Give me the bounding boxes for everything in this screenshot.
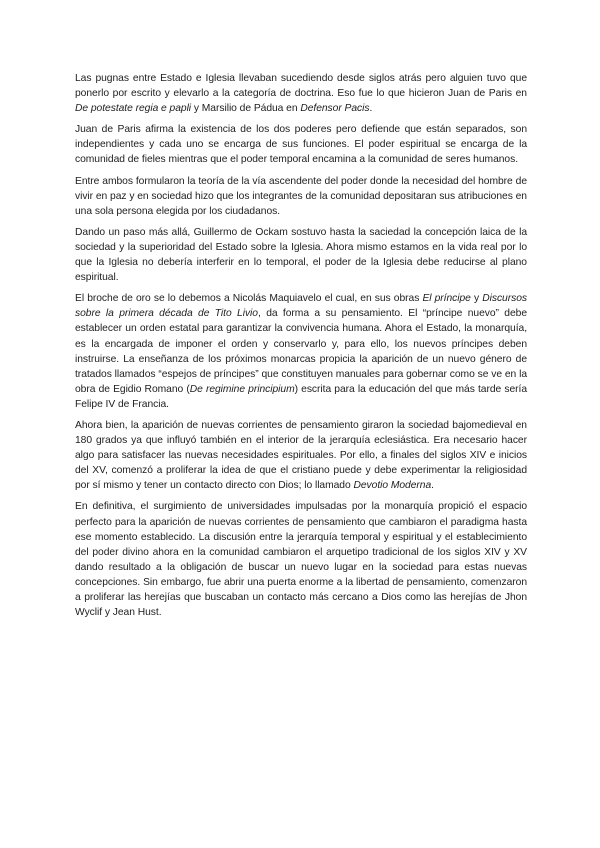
italic-title-text: Discursos sobre la primera década de Tito Livio (75, 293, 527, 320)
italic-title-text: Defensor Pacis (300, 103, 370, 115)
paragraph-text: Juan de Paris afirma la existencia de los dos poderes pero defiende que están separados, son independientes y cada uno se encarga de sus funciones. El poder espiritual se encarga de la comunidad de fieles mientras que el poder temporal encamina a la comunidad de seres humanos. (75, 124, 527, 166)
paragraph-text: . (431, 480, 434, 492)
paragraph-3 (75, 174, 527, 219)
paragraph-text: Entre ambos formularon la teoría de la vía ascendente del poder donde la necesidad del hombre de vivir en paz y en sociedad hizo que los integrantes de la comunidad depositaran sus atribuciones en una sola persona elegida por los ciudadanos. (75, 175, 527, 217)
italic-title-text: De regimine principium (189, 383, 295, 395)
paragraph-2 (75, 122, 527, 167)
italic-title-text: De potestate regia e papli (75, 103, 192, 115)
paragraph-1 (75, 71, 527, 116)
paragraph-text: Las pugnas entre Estado e Iglesia llevaban sucediendo desde siglos atrás pero alguien tuvo que ponerlo por escrito y elevarlo a la categoría de doctrina. Eso fue lo que hicieron Juan de Paris en (75, 73, 527, 100)
italic-title-text: Devotio Moderna (353, 480, 432, 492)
paragraph-text: En definitiva, el surgimiento de universidades impulsadas por la monarquía propició el espacio perfecto para la aparición de nuevas corrientes de pensamiento que cambiaron el paradigma hasta ese momento establecido. La discusión entre la jerarquía temporal y espiritual y el establecimiento del poder divino ahora en la comunidad cambiaron el arquetipo tradicional de los siglos XIV y XV dando resultado a la obligación de buscar un nuevo lugar en la sociedad para estas nuevas concepciones. Sin embargo, fue abrir una puerta enorme a la libertad de pensamiento, comenzaron a proliferar las herejías que buscaban un contacto más cercano a Dios como las herejías de Jhon Wyclif y Jean Hust. (75, 501, 527, 619)
paragraph-text: . (369, 103, 373, 115)
paragraph-text: , da forma a su pensamiento. El “príncipe nuevo” debe establecer un orden estatal para garantizar la convivencia humana. Ahora el Estado, la monarquía, es la encargada de imponer el orden y conservarlo y, para ello, los nuevos príncipes deben instruirse. La enseñanza de los próximos monarcas propicia la aparición de un nuevo género de tratados llamados “espejos de príncipes” que constituyen manuales para gobernar como se ve en la obra de Egidio Romano ( (75, 308, 527, 395)
paragraph-text: Dando un paso más allá, Guillermo de Ockam sostuvo hasta la saciedad la concepción laica de la sociedad y la superioridad del Estado sobre la Iglesia. Ahora mismo estamos en la vida real por lo que la Iglesia no debería interferir en lo temporal, el poder de la Iglesia debe reducirse al plano espiritual. (75, 226, 527, 284)
paragraph-text: y Marsilio de Pádua en (191, 103, 301, 115)
paragraph-7 (75, 499, 527, 620)
paragraph-6 (75, 418, 527, 493)
paragraph-text: ) escrita para la educación del que más tarde sería Felipe IV de Francia. (75, 383, 528, 410)
paragraph-text: El broche de oro se lo debemos a Nicolás Maquiavelo el cual, en sus obras (75, 293, 423, 305)
paragraph-4 (75, 225, 527, 285)
italic-title-text: El príncipe (422, 293, 471, 305)
paragraph-text: Ahora bien, la aparición de nuevas corrientes de pensamiento giraron la sociedad bajomedieval en 180 grados ya que influyó también en el interior de la jerarquía eclesiástica. Era necesario hacer algo para satisfacer las nuevas necesidades espirituales. Por ello, a finales del siglos XIV e inicios del XV, comenzó a proliferar la idea de que el cristiano puede y debe experimentar la religiosidad por sí mismo y tener un contacto directo con Dios; lo llamado (75, 419, 527, 492)
document-body (75, 71, 527, 626)
paragraph-text: y (470, 293, 483, 305)
paragraph-5 (75, 291, 527, 412)
